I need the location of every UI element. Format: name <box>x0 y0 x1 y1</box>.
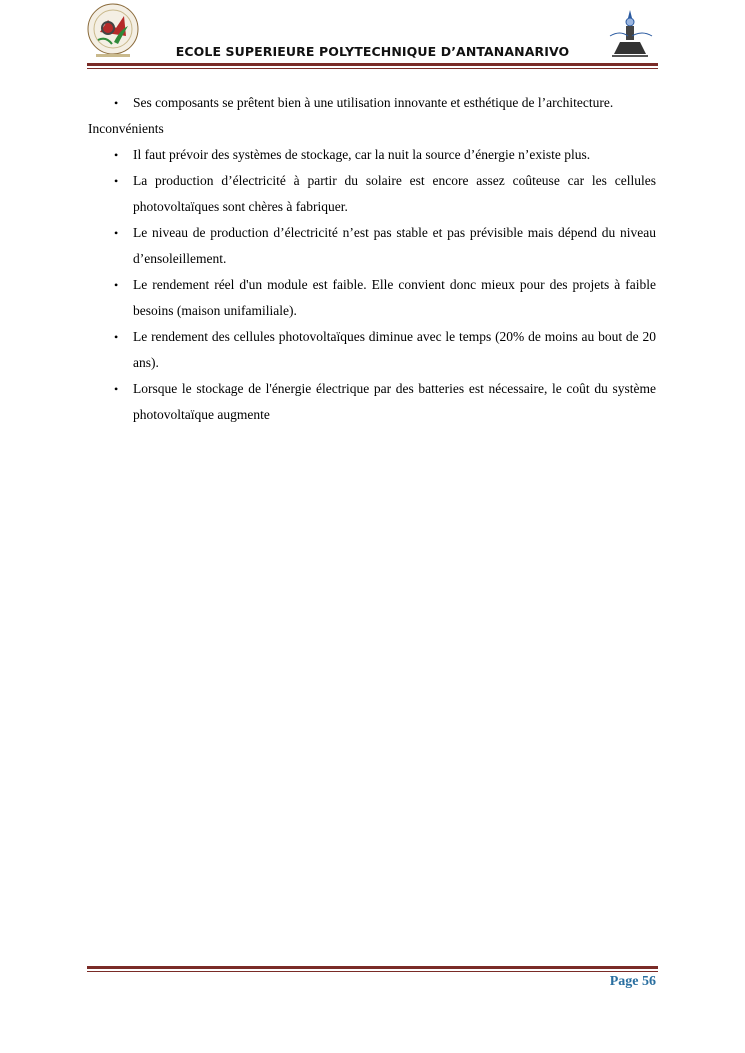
list-item-text: Le rendement réel d'un module est faible. Elle convient donc mieux pour des projets à faible besoins (maison unifamiliale). <box>133 277 656 318</box>
list-item <box>88 220 656 272</box>
footer-rule-thin <box>87 971 658 972</box>
advantages-list <box>88 90 656 116</box>
list-item <box>88 168 656 220</box>
list-item-text: Le rendement des cellules photovoltaïques diminue avec le temps (20% de moins au bout de 20 ans). <box>133 329 656 370</box>
list-item <box>88 272 656 324</box>
page-number: Page 56 <box>609 974 656 989</box>
list-item <box>88 142 656 168</box>
bullet-icon: • <box>114 226 119 240</box>
section-heading: Inconvénients <box>88 121 164 136</box>
list-item-text: Il faut prévoir des systèmes de stockage, car la nuit la source d’énergie n’existe plus. <box>133 147 591 162</box>
list-item-text: Le niveau de production d’électricité n’est pas stable et pas prévisible mais dépend du niveau d’ensoleillement. <box>133 225 656 266</box>
disadvantages-list <box>88 142 656 428</box>
page-body <box>88 90 656 428</box>
list-item-text: Lorsque le stockage de l'énergie électrique par des batteries est nécessaire, le coût du système photovoltaïque augmente <box>133 381 656 422</box>
header-rule-thin <box>87 68 658 69</box>
document-header-title: ECOLE SUPERIEURE POLYTECHNIQUE D’ANTANANARIVO <box>175 44 570 59</box>
bullet-icon: • <box>114 96 119 110</box>
list-item-text: La production d’électricité à partir du solaire est encore assez coûteuse car les cellules photovoltaïques sont chères à fabriquer. <box>133 173 656 214</box>
list-item <box>88 324 656 376</box>
bullet-icon: • <box>114 382 119 396</box>
bullet-icon: • <box>114 148 119 162</box>
list-item-text: Ses composants se prêtent bien à une utilisation innovante et esthétique de l’architecture. <box>133 95 614 110</box>
bullet-icon: • <box>114 278 119 292</box>
bullet-icon: • <box>114 330 119 344</box>
list-item <box>88 90 656 116</box>
list-item <box>88 376 656 428</box>
bullet-icon: • <box>114 174 119 188</box>
header-rule <box>87 63 658 66</box>
footer-rule <box>87 966 658 969</box>
